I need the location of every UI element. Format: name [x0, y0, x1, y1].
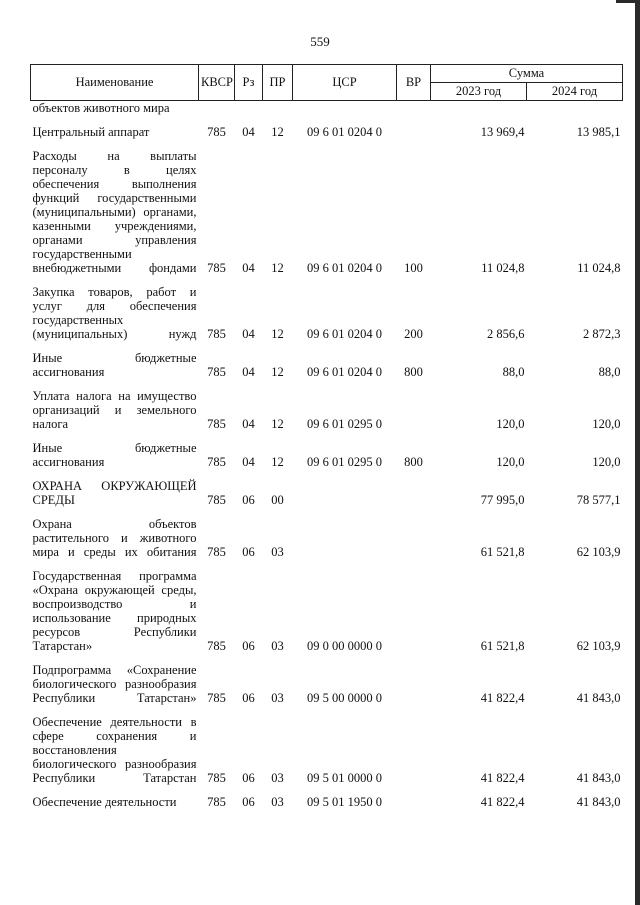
row-csr: 09 6 01 0295 0	[307, 417, 382, 431]
row-amount-2023: 120,0	[496, 417, 525, 431]
row-pr: 03	[271, 795, 284, 809]
row-vr	[397, 507, 431, 559]
header-rz: Рз	[235, 65, 263, 101]
table-row	[31, 507, 623, 559]
row-amount-2023: 77 995,0	[480, 493, 525, 507]
row-kvsr: 785	[207, 639, 226, 653]
row-name: Подпрограмма «Сохранение биологического разнообразия Республики Татарстан»	[32, 663, 197, 705]
header-kvsr: КВСР	[199, 65, 235, 101]
table-row	[31, 341, 623, 379]
row-pr	[263, 101, 293, 116]
header-name: Наименование	[31, 65, 199, 101]
row-pr: 12	[271, 125, 284, 139]
row-amount-2024: 62 103,9	[576, 545, 621, 559]
row-vr	[397, 653, 431, 705]
row-pr: 12	[271, 455, 284, 469]
row-kvsr: 785	[207, 417, 226, 431]
row-rz: 04	[242, 125, 255, 139]
row-amount-2023: 61 521,8	[480, 545, 525, 559]
header-csr: ЦСР	[293, 65, 397, 101]
row-vr	[397, 705, 431, 785]
row-vr	[397, 559, 431, 653]
row-amount-2024: 62 103,9	[576, 639, 621, 653]
table-row	[31, 139, 623, 275]
row-vr: 100	[404, 261, 423, 275]
row-rz: 06	[242, 691, 255, 705]
table-row	[31, 275, 623, 341]
table-row	[31, 559, 623, 653]
row-kvsr: 785	[207, 795, 226, 809]
row-name: объектов животного мира	[32, 101, 170, 115]
row-pr: 03	[271, 545, 284, 559]
row-csr: 09 6 01 0204 0	[307, 365, 382, 379]
row-rz: 06	[242, 771, 255, 785]
table-body	[31, 101, 623, 810]
row-name: Охрана объектов растительного и животного мира и среды их обитания	[32, 517, 197, 559]
row-amount-2023: 41 822,4	[480, 795, 525, 809]
row-amount-2024: 120,0	[592, 455, 621, 469]
table-row	[31, 431, 623, 469]
row-amount-2023: 2 856,6	[487, 327, 525, 341]
header-year-2023: 2023 год	[431, 83, 527, 101]
row-kvsr: 785	[207, 125, 226, 139]
row-csr: 09 0 00 0000 0	[307, 639, 382, 653]
row-kvsr: 785	[207, 261, 226, 275]
row-amount-2023: 13 969,4	[480, 125, 525, 139]
row-rz	[235, 101, 263, 116]
row-vr: 800	[404, 365, 423, 379]
row-name: Иные бюджетные ассигнования	[32, 351, 197, 379]
row-amount-2023	[431, 101, 527, 116]
row-rz: 06	[242, 795, 255, 809]
row-pr: 03	[271, 639, 284, 653]
header-vr: ВР	[397, 65, 431, 101]
row-kvsr: 785	[207, 545, 226, 559]
row-pr: 12	[271, 365, 284, 379]
row-name: Центральный аппарат	[32, 125, 150, 139]
row-rz: 06	[242, 493, 255, 507]
row-csr: 09 6 01 0204 0	[307, 125, 382, 139]
table-row	[31, 469, 623, 507]
row-amount-2023: 41 822,4	[480, 691, 525, 705]
row-kvsr: 785	[207, 365, 226, 379]
page-number: 559	[310, 34, 330, 49]
row-pr: 12	[271, 327, 284, 341]
row-pr: 03	[271, 771, 284, 785]
row-amount-2024: 41 843,0	[576, 795, 621, 809]
row-vr: 200	[404, 327, 423, 341]
row-amount-2023: 11 024,8	[481, 261, 525, 275]
row-rz: 04	[242, 261, 255, 275]
row-vr	[397, 115, 431, 139]
row-csr: 09 5 01 0000 0	[307, 771, 382, 785]
row-rz: 04	[242, 455, 255, 469]
row-vr	[397, 469, 431, 507]
row-amount-2023: 41 822,4	[480, 771, 525, 785]
row-csr: 09 5 00 0000 0	[307, 691, 382, 705]
row-vr	[397, 379, 431, 431]
table-row	[31, 705, 623, 785]
row-amount-2024: 13 985,1	[576, 125, 621, 139]
row-name: Закупка товаров, работ и услуг для обеспечения государственных (муниципальных) нужд	[32, 285, 197, 341]
row-amount-2024: 41 843,0	[576, 691, 621, 705]
table-row	[31, 653, 623, 705]
scan-edge-right	[635, 0, 640, 905]
row-kvsr: 785	[207, 771, 226, 785]
row-kvsr	[199, 101, 235, 116]
row-rz: 04	[242, 327, 255, 341]
row-kvsr: 785	[207, 327, 226, 341]
row-csr	[293, 101, 397, 116]
table-row	[31, 785, 623, 809]
header-sum: Сумма	[431, 65, 623, 83]
row-csr: 09 5 01 1950 0	[307, 795, 382, 809]
row-csr: 09 6 01 0295 0	[307, 455, 382, 469]
row-name: Уплата налога на имущество организаций и земельного налога	[32, 389, 197, 431]
row-pr: 12	[271, 417, 284, 431]
row-csr	[293, 507, 397, 559]
row-vr: 800	[404, 455, 423, 469]
row-name: ОХРАНА ОКРУЖАЮЩЕЙ СРЕДЫ	[32, 479, 197, 507]
row-amount-2023: 61 521,8	[480, 639, 525, 653]
row-amount-2023: 120,0	[496, 455, 525, 469]
table-row	[31, 101, 623, 116]
row-csr	[293, 469, 397, 507]
row-name: Обеспечение деятельности в сфере сохранения и восстановления биологического разнообразия Республики Татарстан	[32, 715, 197, 785]
row-amount-2024: 41 843,0	[576, 771, 621, 785]
row-pr: 00	[271, 493, 284, 507]
table-row	[31, 379, 623, 431]
row-amount-2024: 88,0	[598, 365, 621, 379]
row-pr: 12	[271, 261, 284, 275]
row-rz: 06	[242, 639, 255, 653]
row-vr	[397, 785, 431, 809]
header-year-2024: 2024 год	[527, 83, 623, 101]
row-name: Иные бюджетные ассигнования	[32, 441, 197, 469]
row-rz: 04	[242, 365, 255, 379]
row-amount-2024: 2 872,3	[583, 327, 621, 341]
row-csr: 09 6 01 0204 0	[307, 327, 382, 341]
row-rz: 06	[242, 545, 255, 559]
row-name: Обеспечение деятельности	[32, 795, 177, 809]
row-amount-2023: 88,0	[502, 365, 525, 379]
table-row	[31, 115, 623, 139]
row-vr	[397, 101, 431, 116]
row-amount-2024: 120,0	[592, 417, 621, 431]
row-amount-2024	[527, 101, 623, 116]
row-name: Расходы на выплаты персоналу в целях обеспечения выполнения функций государственными (муниципальными) органами, казенными учреждениями, органами управления государственными внебюджетными фондами	[32, 149, 197, 275]
row-csr: 09 6 01 0204 0	[307, 261, 382, 275]
row-rz: 04	[242, 417, 255, 431]
table-header	[31, 65, 623, 101]
row-amount-2024: 78 577,1	[576, 493, 621, 507]
row-kvsr: 785	[207, 691, 226, 705]
row-pr: 03	[271, 691, 284, 705]
row-kvsr: 785	[207, 455, 226, 469]
row-amount-2024: 11 024,8	[577, 261, 621, 275]
row-name: Государственная программа «Охрана окружающей среды, воспроизводство и использование природных ресурсов Республики Татарстан»	[32, 569, 197, 653]
row-kvsr: 785	[207, 493, 226, 507]
header-pr: ПР	[263, 65, 293, 101]
budget-table	[30, 64, 623, 809]
